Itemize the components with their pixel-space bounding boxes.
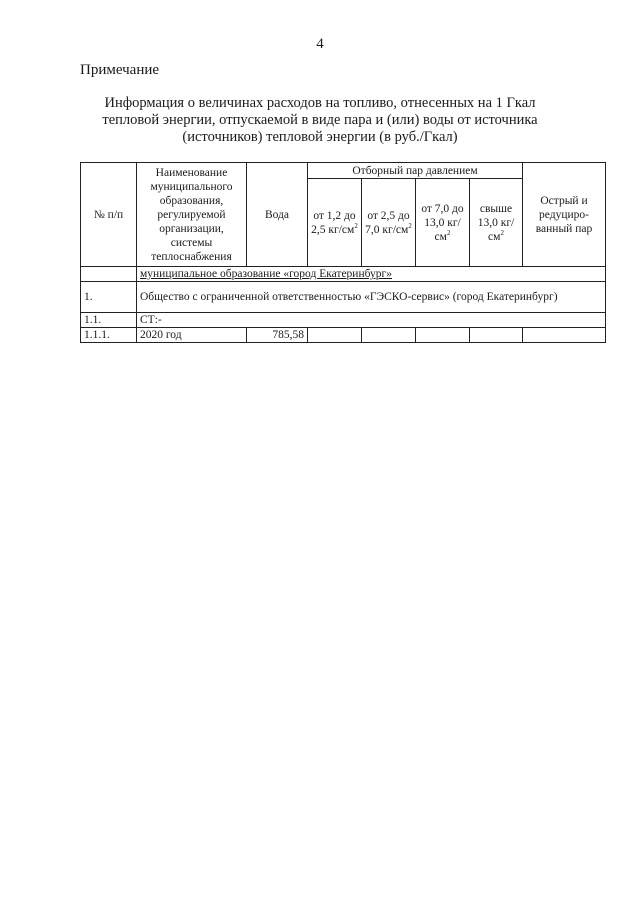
page-number: 4 — [316, 36, 324, 52]
note-label: Примечание — [80, 62, 160, 78]
table-row-municipality — [81, 267, 606, 282]
table-row — [81, 313, 606, 328]
header-steam-group: Отборный пар давлением — [308, 163, 523, 179]
header-steam-1: от 1,2 до 2,5 $кг/см^2$ — [308, 179, 362, 267]
header-steam-2: от 2,5 до 7,0 $кг/см^2$ — [362, 179, 416, 267]
table-row — [81, 328, 606, 343]
row-number: 1.1. — [81, 313, 137, 328]
row-number: 1. — [81, 282, 137, 313]
header-live-steam: Острый и редуциро-ванный пар — [523, 163, 606, 267]
header-name: Наименование муниципального образования, регулируемой организации, системы теплоснабжения — [137, 163, 247, 267]
table-row — [81, 282, 606, 313]
water-value: 785,58 — [247, 328, 308, 343]
header-steam-3: от 7,0 до 13,0 $кг/см^2$ — [416, 179, 470, 267]
municipality-name: муниципальное образование «город Екатеринбург» — [137, 267, 606, 282]
fuel-cost-table — [80, 162, 606, 343]
header-num: № п/п — [81, 163, 137, 267]
period-label: 2020 год — [137, 328, 247, 343]
header-steam-4: свыше 13,0 $кг/см^2$ — [470, 179, 523, 267]
header-water: Вода — [247, 163, 308, 267]
document-heading: Информация о величинах расходов на топливо, отнесенных на 1 Гкал тепловой энергии, отпускаемой в виде пара и (или) воды от источника (источников) тепловой энергии (в руб./Гкал) — [102, 95, 538, 145]
row-number: 1.1.1. — [81, 328, 137, 343]
organization-name: Общество с ограниченной ответственностью «ГЭСКО-сервис» (город Екатеринбург) — [137, 282, 606, 313]
system-name: СТ:- — [137, 313, 606, 328]
